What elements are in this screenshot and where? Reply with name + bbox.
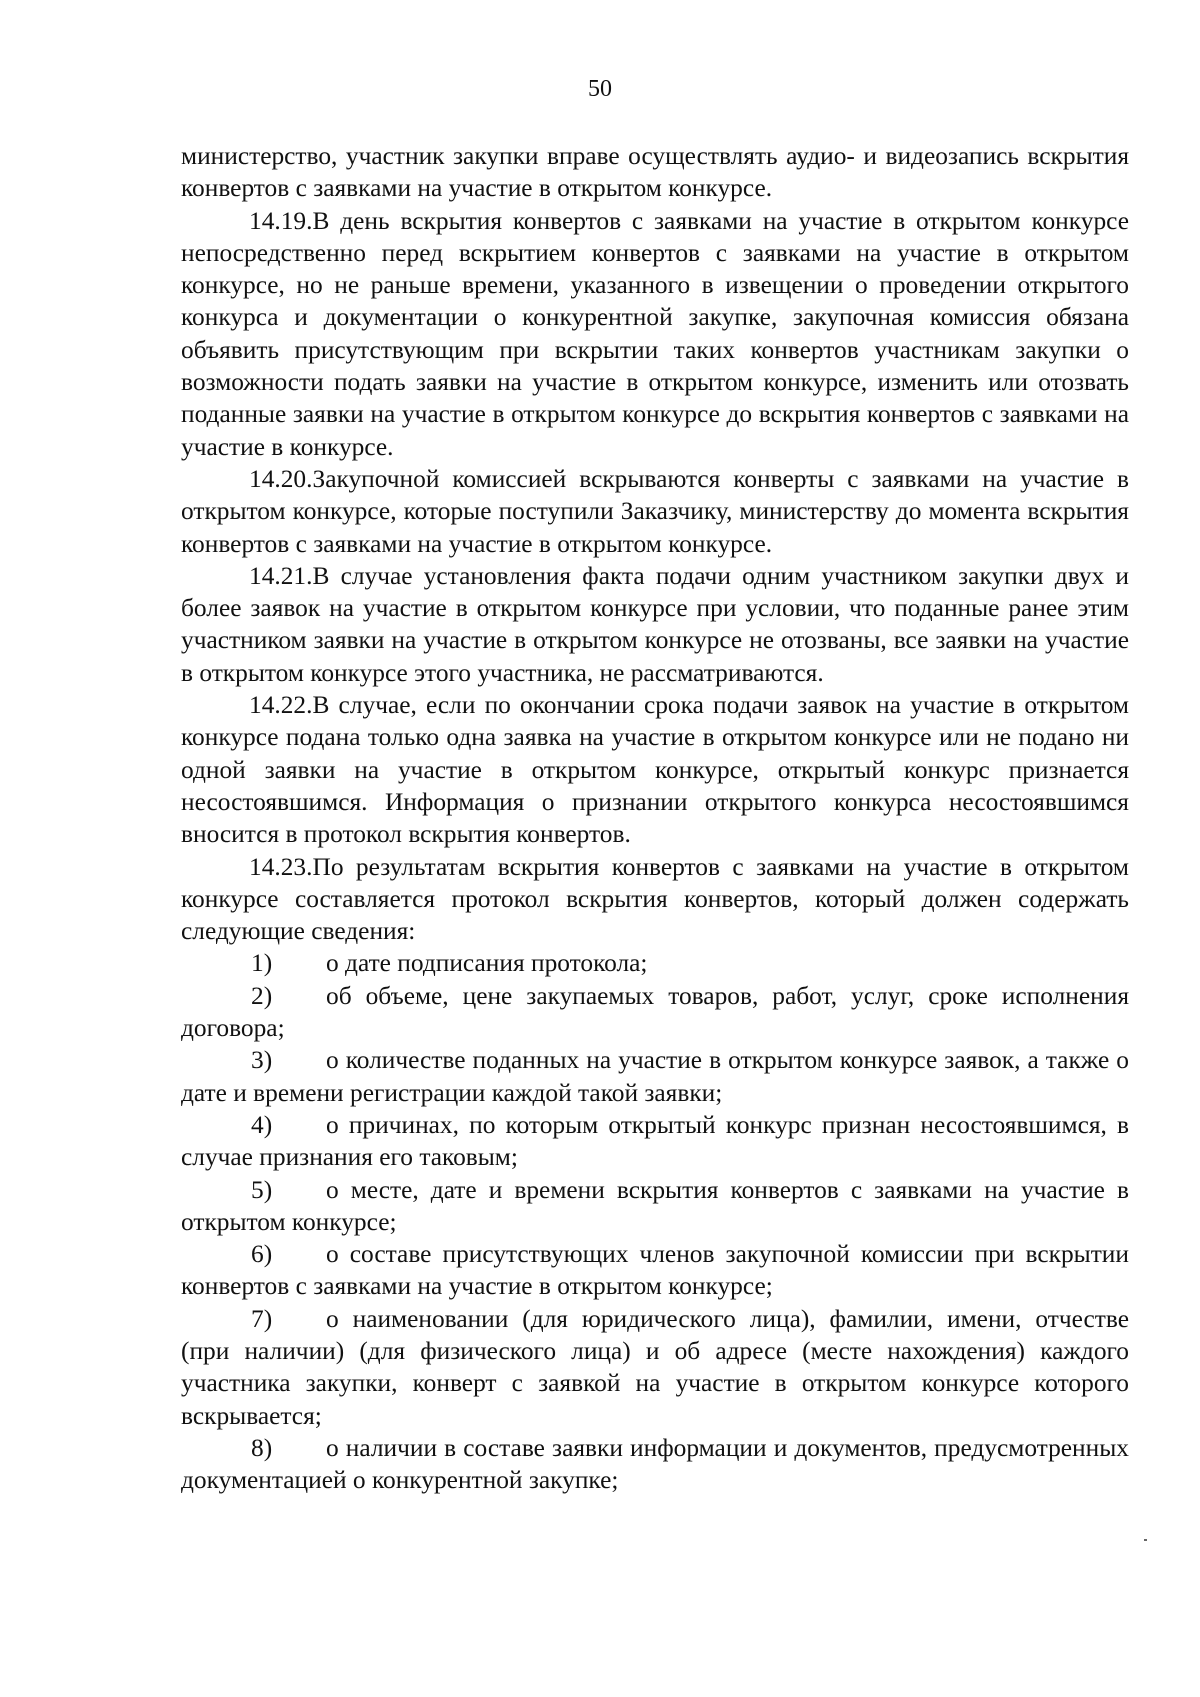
- list-item-text: о составе присутствующих членов закупочной комиссии при вскрытии конвертов с заявками на участие в открытом конкурсе;: [181, 1240, 1129, 1301]
- list-item-number: 3): [251, 1046, 273, 1075]
- list-item-text: о месте, дате и времени вскрытия конвертов с заявками на участие в открытом конкурсе;: [181, 1175, 1129, 1236]
- paragraph-14-21: 14.21.В случае установления факта подачи одним участником закупки двух и более заявок на участие в открытом конкурсе при условии, что поданные ранее этим участником заявки на участие в открытом конкурсе не отозваны, все заявки на участие в открытом конкурсе этого участника, не рассматриваются.: [181, 561, 1129, 687]
- paragraph-14-20: 14.20.Закупочной комиссией вскрываются конверты с заявками на участие в открытом конкурсе, которые поступили Заказчику, министерству до момента вскрытия конвертов с заявками на участие в открытом конкурсе.: [181, 464, 1129, 558]
- list-item-number: 4): [251, 1110, 273, 1139]
- list-item-number: 8): [251, 1433, 273, 1462]
- list-item-number: 2): [251, 981, 273, 1010]
- list-item-text: о дате подписания протокола;: [326, 949, 648, 978]
- list-item: [181, 980, 1129, 1045]
- list-item: [181, 1044, 1129, 1109]
- list-item-number: 1): [251, 949, 273, 978]
- list-item-text: о наименовании (для юридического лица), фамилии, имени, отчестве (при наличии) (для физического лица) и об адресе (месте нахождения) каждого участника закупки, конверт с заявкой на участие в открытом конкурсе которого вскрывается;: [181, 1304, 1129, 1430]
- list-item-number: 5): [251, 1175, 273, 1204]
- list-item: [181, 1174, 1129, 1239]
- list-item-text: о причинах, по которым открытый конкурс признан несостоявшимся, в случае признания его таковым;: [181, 1110, 1129, 1172]
- list-item: [181, 1432, 1129, 1497]
- list-item-text: о наличии в составе заявки информации и документов, предусмотренных документацией о конкурентной закупке;: [181, 1433, 1129, 1495]
- scan-speck: [1144, 1539, 1147, 1541]
- list-item: [181, 947, 1129, 979]
- list-item-number: 6): [251, 1240, 273, 1269]
- list-item: [181, 1238, 1129, 1303]
- document-body: [181, 140, 1129, 1496]
- list-item: [181, 1303, 1129, 1432]
- paragraph-14-22: 14.22.В случае, если по окончании срока подачи заявок на участие в открытом конкурсе подана только одна заявка на участие в открытом конкурсе или не подано ни одной заявки на участие в открытом конкурсе, открытый конкурс признается несостоявшимся. Информация о признании открытого конкурса несостоявшимся вносится в протокол вскрытия конвертов.: [181, 691, 1129, 849]
- list-item-text: об объеме, цене закупаемых товаров, работ, услуг, сроке исполнения договора;: [181, 981, 1129, 1043]
- paragraph-14-19: 14.19.В день вскрытия конвертов с заявками на участие в открытом конкурсе непосредственно перед вскрытием конвертов с заявками на участие в открытом конкурсе, но не раньше времени, указанного в извещении о проведении открытого конкурса и документации о конкурентной закупке, закупочная комиссия обязана объявить присутствующим при вскрытии таких конвертов участникам закупки о возможности подать заявки на участие в открытом конкурсе, изменить или отозвать поданные заявки на участие в открытом конкурсе до вскрытия конвертов с заявками на участие в конкурсе.: [181, 206, 1129, 461]
- paragraph-14-23: 14.23.По результатам вскрытия конвертов с заявками на участие в открытом конкурсе составляется протокол вскрытия конвертов, который должен содержать следующие сведения:: [181, 852, 1129, 946]
- list-item: [181, 1109, 1129, 1174]
- paragraph-continuation: министерство, участник закупки вправе осуществлять аудио- и видеозапись вскрытия конвертов с заявками на участие в открытом конкурсе.: [181, 142, 1129, 203]
- list-item-number: 7): [251, 1304, 273, 1333]
- page-number: 50: [588, 76, 612, 102]
- list-item-text: о количестве поданных на участие в открытом конкурсе заявок, а также о дате и времени регистрации каждой такой заявки;: [181, 1046, 1129, 1107]
